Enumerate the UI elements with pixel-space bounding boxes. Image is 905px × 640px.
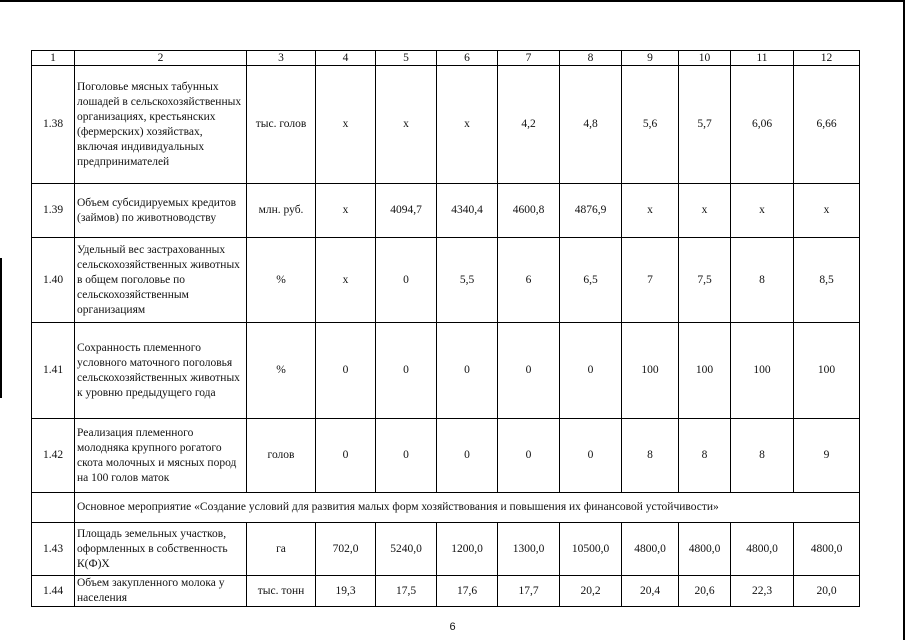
header-cell: 10 [679, 51, 731, 66]
header-cell: 3 [247, 51, 316, 66]
row-unit: га [247, 523, 316, 576]
value-cell: 5,6 [622, 66, 679, 184]
value-cell: 0 [376, 323, 437, 419]
value-cell: 10500,0 [560, 523, 622, 576]
value-cell: х [794, 184, 860, 238]
value-cell: 1300,0 [498, 523, 560, 576]
scan-edge-mark [0, 258, 2, 398]
value-cell: 4800,0 [731, 523, 794, 576]
value-cell: 4094,7 [376, 184, 437, 238]
row-number: 1.40 [32, 238, 75, 323]
header-cell: 2 [75, 51, 247, 66]
value-cell: х [316, 66, 376, 184]
section-empty-cell [32, 493, 75, 523]
value-cell: 100 [679, 323, 731, 419]
table-row [32, 523, 860, 576]
value-cell: 1200,0 [437, 523, 498, 576]
table-row [32, 238, 860, 323]
value-cell: 5240,0 [376, 523, 437, 576]
header-cell: 12 [794, 51, 860, 66]
value-cell: 0 [560, 323, 622, 419]
value-cell: 8 [679, 419, 731, 493]
value-cell: 6,5 [560, 238, 622, 323]
row-description: Сохранность племенного условного маточного поголовья сельскохозяйственных животных к уровню предыдущего года [75, 323, 247, 419]
value-cell: х [731, 184, 794, 238]
value-cell: 8 [731, 419, 794, 493]
value-cell: 6,66 [794, 66, 860, 184]
value-cell: 0 [376, 419, 437, 493]
row-description: Объем закупленного молока у населения [75, 576, 247, 607]
value-cell: 4800,0 [679, 523, 731, 576]
value-cell: 8 [731, 238, 794, 323]
value-cell: 9 [794, 419, 860, 493]
value-cell: 4600,8 [498, 184, 560, 238]
table-header-row [32, 51, 860, 66]
row-number: 1.43 [32, 523, 75, 576]
section-title: Основное мероприятие «Создание условий для развития малых форм хозяйствования и повышения их финансовой устойчивости» [75, 493, 860, 523]
value-cell: х [679, 184, 731, 238]
row-unit: тыс. голов [247, 66, 316, 184]
value-cell: 0 [498, 419, 560, 493]
value-cell: 17,7 [498, 576, 560, 607]
row-number: 1.38 [32, 66, 75, 184]
value-cell: 8,5 [794, 238, 860, 323]
page-border-top [0, 0, 905, 2]
table-row [32, 576, 860, 607]
header-cell: 4 [316, 51, 376, 66]
value-cell: 20,2 [560, 576, 622, 607]
value-cell: 6 [498, 238, 560, 323]
value-cell: 8 [622, 419, 679, 493]
header-cell: 7 [498, 51, 560, 66]
row-number: 1.44 [32, 576, 75, 607]
value-cell: 4340,4 [437, 184, 498, 238]
row-description: Объем субсидируемых кредитов (займов) по животноводству [75, 184, 247, 238]
value-cell: 5,5 [437, 238, 498, 323]
row-description: Поголовье мясных табунных лошадей в сельскохозяйственных организациях, крестьянских (фермерских) хозяйствах, включая индивидуальных предпринимателей [75, 66, 247, 184]
row-description: Площадь земельных участков, оформленных в собственность К(Ф)Х [75, 523, 247, 576]
header-cell: 6 [437, 51, 498, 66]
table-row [32, 323, 860, 419]
value-cell: 17,6 [437, 576, 498, 607]
value-cell: 4800,0 [794, 523, 860, 576]
indicators-table [31, 50, 860, 607]
value-cell: 17,5 [376, 576, 437, 607]
value-cell: х [437, 66, 498, 184]
value-cell: х [622, 184, 679, 238]
value-cell: 4,2 [498, 66, 560, 184]
value-cell: 0 [498, 323, 560, 419]
value-cell: 0 [316, 323, 376, 419]
header-cell: 9 [622, 51, 679, 66]
value-cell: 0 [376, 238, 437, 323]
row-description: Реализация племенного молодняка крупного рогатого скота молочных и мясных пород на 100 голов маток [75, 419, 247, 493]
value-cell: 20,0 [794, 576, 860, 607]
row-description: Удельный вес застрахованных сельскохозяйственных животных в общем поголовье по сельскохозяйственным организациям [75, 238, 247, 323]
value-cell: 4800,0 [622, 523, 679, 576]
row-unit: голов [247, 419, 316, 493]
row-number: 1.41 [32, 323, 75, 419]
table-row [32, 419, 860, 493]
row-unit: млн. руб. [247, 184, 316, 238]
value-cell: 0 [437, 419, 498, 493]
row-unit: тыс. тонн [247, 576, 316, 607]
value-cell: 4876,9 [560, 184, 622, 238]
row-unit: % [247, 238, 316, 323]
value-cell: 0 [560, 419, 622, 493]
header-cell: 8 [560, 51, 622, 66]
value-cell: 702,0 [316, 523, 376, 576]
value-cell: 100 [731, 323, 794, 419]
value-cell: 0 [316, 419, 376, 493]
value-cell: 7,5 [679, 238, 731, 323]
value-cell: 5,7 [679, 66, 731, 184]
page-number: 6 [449, 621, 456, 633]
value-cell: 100 [622, 323, 679, 419]
value-cell: 0 [437, 323, 498, 419]
row-number: 1.39 [32, 184, 75, 238]
table-row [32, 66, 860, 184]
header-cell: 1 [32, 51, 75, 66]
header-cell: 5 [376, 51, 437, 66]
table-row [32, 184, 860, 238]
header-cell: 11 [731, 51, 794, 66]
section-row [32, 493, 860, 523]
row-unit: % [247, 323, 316, 419]
value-cell: х [376, 66, 437, 184]
row-number: 1.42 [32, 419, 75, 493]
value-cell: х [316, 184, 376, 238]
value-cell: 7 [622, 238, 679, 323]
value-cell: 20,4 [622, 576, 679, 607]
value-cell: 4,8 [560, 66, 622, 184]
value-cell: 6,06 [731, 66, 794, 184]
value-cell: 19,3 [316, 576, 376, 607]
value-cell: 20,6 [679, 576, 731, 607]
value-cell: х [316, 238, 376, 323]
value-cell: 100 [794, 323, 860, 419]
value-cell: 22,3 [731, 576, 794, 607]
